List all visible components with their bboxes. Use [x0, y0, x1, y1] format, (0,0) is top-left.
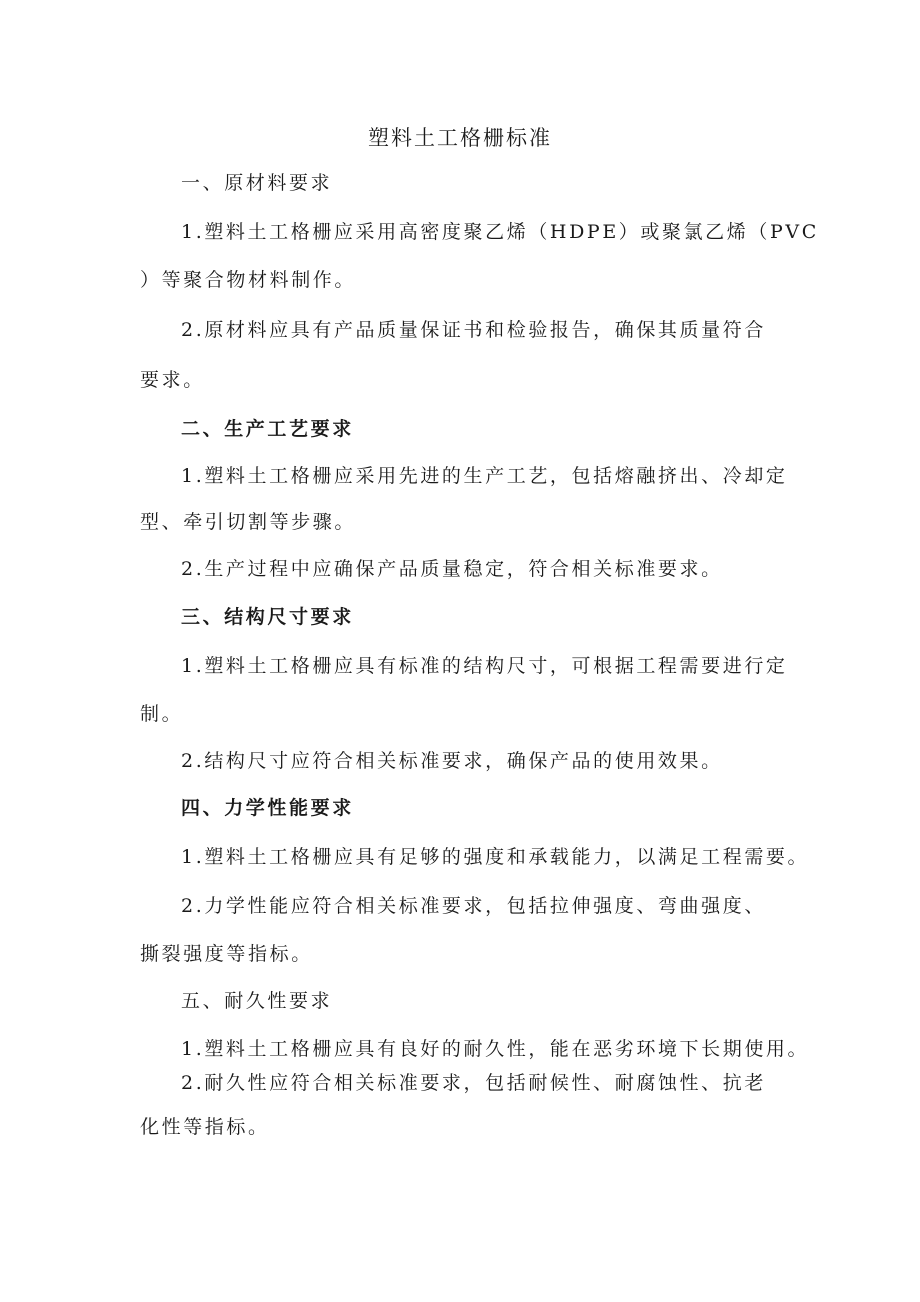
paragraph-line: 制。	[140, 703, 184, 725]
paragraph-line: 2.结构尺寸应符合相关标准要求，确保产品的使用效果。	[181, 750, 723, 772]
paragraph-line: 要求。	[140, 369, 205, 391]
section-heading-production: 二、生产工艺要求	[181, 418, 354, 440]
section-heading-durability: 五、耐久性要求	[181, 990, 333, 1012]
document-title: 塑料土工格栅标准	[368, 126, 552, 150]
paragraph-line: 1.塑料土工格栅应采用高密度聚乙烯（HDPE）或聚氯乙烯（PVC	[181, 221, 819, 243]
paragraph-line: 型、牵引切割等步骤。	[140, 511, 357, 533]
paragraph-line: 1.塑料土工格栅应具有标准的结构尺寸，可根据工程需要进行定	[181, 655, 788, 677]
paragraph-line: 2.原材料应具有产品质量保证书和检验报告，确保其质量符合	[181, 319, 766, 341]
section-heading-materials: 一、原材料要求	[181, 172, 333, 194]
paragraph-line: 2.生产过程中应确保产品质量稳定，符合相关标准要求。	[181, 558, 723, 580]
paragraph-line: 2.耐久性应符合相关标准要求，包括耐候性、耐腐蚀性、抗老	[181, 1072, 766, 1094]
section-heading-dimensions: 三、结构尺寸要求	[181, 606, 354, 628]
paragraph-line: 2.力学性能应符合相关标准要求，包括拉伸强度、弯曲强度、	[181, 895, 766, 917]
paragraph-line: 1.塑料土工格栅应具有足够的强度和承载能力，以满足工程需要。	[181, 846, 810, 868]
paragraph-line: 1.塑料土工格栅应具有良好的耐久性，能在恶劣环境下长期使用。	[181, 1038, 810, 1060]
paragraph-line: 1.塑料土工格栅应采用先进的生产工艺，包括熔融挤出、冷却定	[181, 465, 788, 487]
section-heading-mechanical: 四、力学性能要求	[181, 797, 354, 819]
paragraph-line: 撕裂强度等指标。	[140, 943, 313, 965]
paragraph-line: 化性等指标。	[140, 1116, 270, 1138]
paragraph-line: ）等聚合物材料制作。	[140, 269, 357, 291]
